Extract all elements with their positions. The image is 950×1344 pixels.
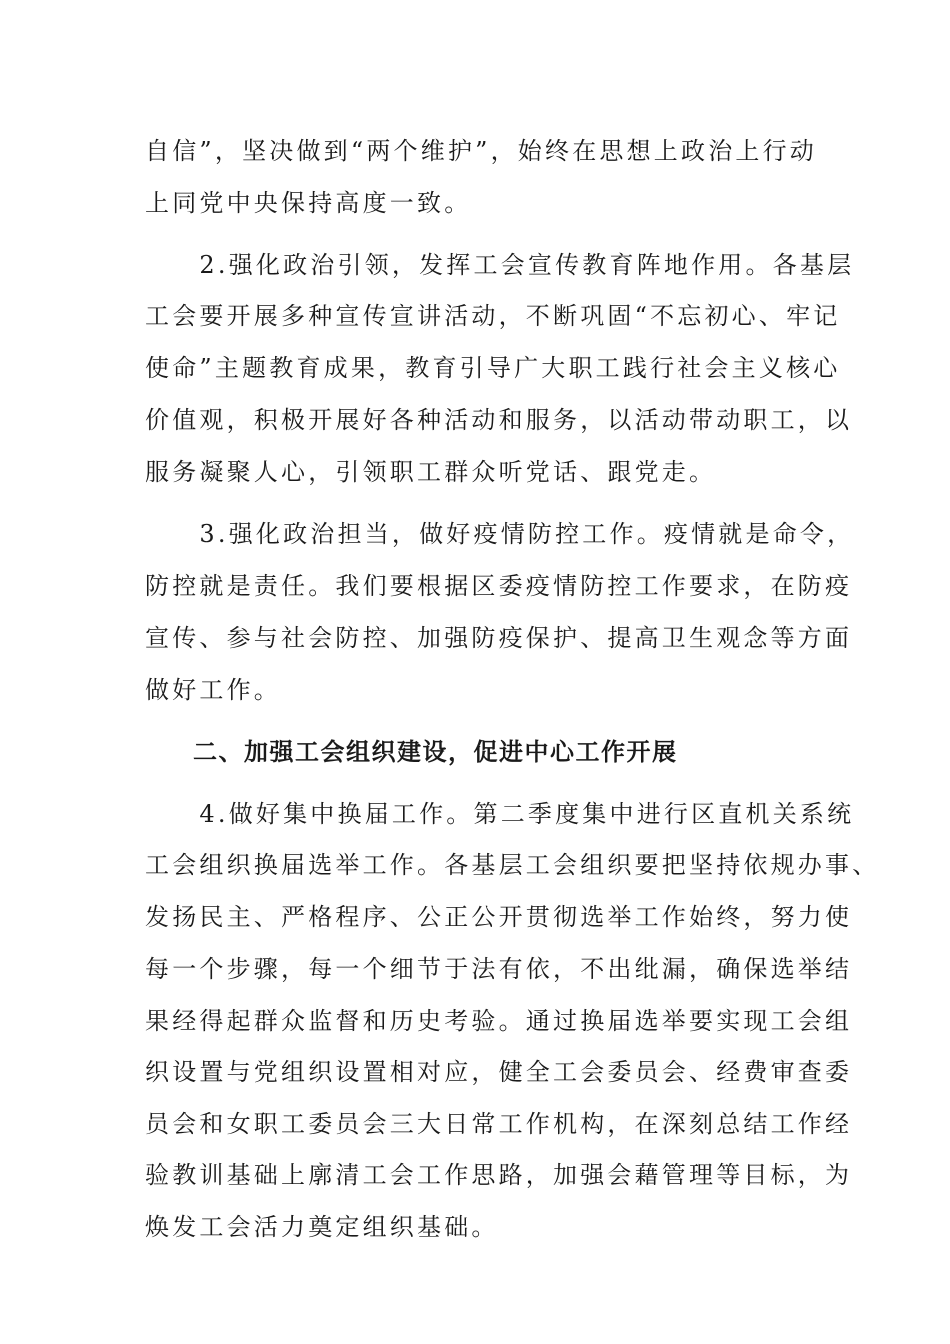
text-line: 发扬民主、严格程序、公正公开贯彻选举工作始终，努力使: [145, 903, 853, 931]
text-line: 工会要开展多种宣传宣讲活动，不断巩固“不忘初心、牢记: [145, 302, 841, 330]
section-heading: 二、加强工会组织建设，促进中心工作开展: [193, 737, 678, 766]
text-line: 上同党中央保持高度一致。: [145, 189, 472, 217]
text-line: 3.强化政治担当，做好疫情防控工作。疫情就是命令，: [145, 520, 855, 548]
text-line: 服务凝聚人心，引领职工群众听党话、跟党走。: [145, 458, 717, 486]
text-line: 2.强化政治引领，发挥工会宣传教育阵地作用。各基层: [145, 251, 855, 279]
text-line: 果经得起群众监督和历史考验。通过换届选举要实现工会组: [145, 1007, 853, 1035]
text-line: 工会组织换届选举工作。各基层工会组织要把坚持依规办事、: [145, 851, 880, 879]
text-line: 自信”，坚决做到“两个维护”，始终在思想上政治上行动: [145, 137, 818, 165]
text-line: 织设置与党组织设置相对应，健全工会委员会、经费审查委: [145, 1058, 853, 1086]
text-line: 验教训基础上廓清工会工作思路，加强会藉管理等目标，为: [145, 1161, 853, 1189]
text-line: 每一个步骤，每一个细节于法有依，不出纰漏，确保选举结: [145, 955, 853, 983]
text-line: 焕发工会活力奠定组织基础。: [145, 1213, 499, 1241]
text-line: 防控就是责任。我们要根据区委疫情防控工作要求，在防疫: [145, 572, 853, 600]
text-line: 宣传、参与社会防控、加强防疫保护、提高卫生观念等方面: [145, 624, 853, 652]
text-line: 员会和女职工委员会三大日常工作机构，在深刻总结工作经: [145, 1110, 853, 1138]
text-line: 做好工作。: [145, 676, 281, 704]
text-line: 价值观，积极开展好各种活动和服务，以活动带动职工，以: [145, 406, 853, 434]
text-line: 4.做好集中换届工作。第二季度集中进行区直机关系统: [145, 800, 855, 828]
text-line: 使命”主题教育成果，教育引导广大职工践行社会主义核心: [145, 354, 841, 382]
